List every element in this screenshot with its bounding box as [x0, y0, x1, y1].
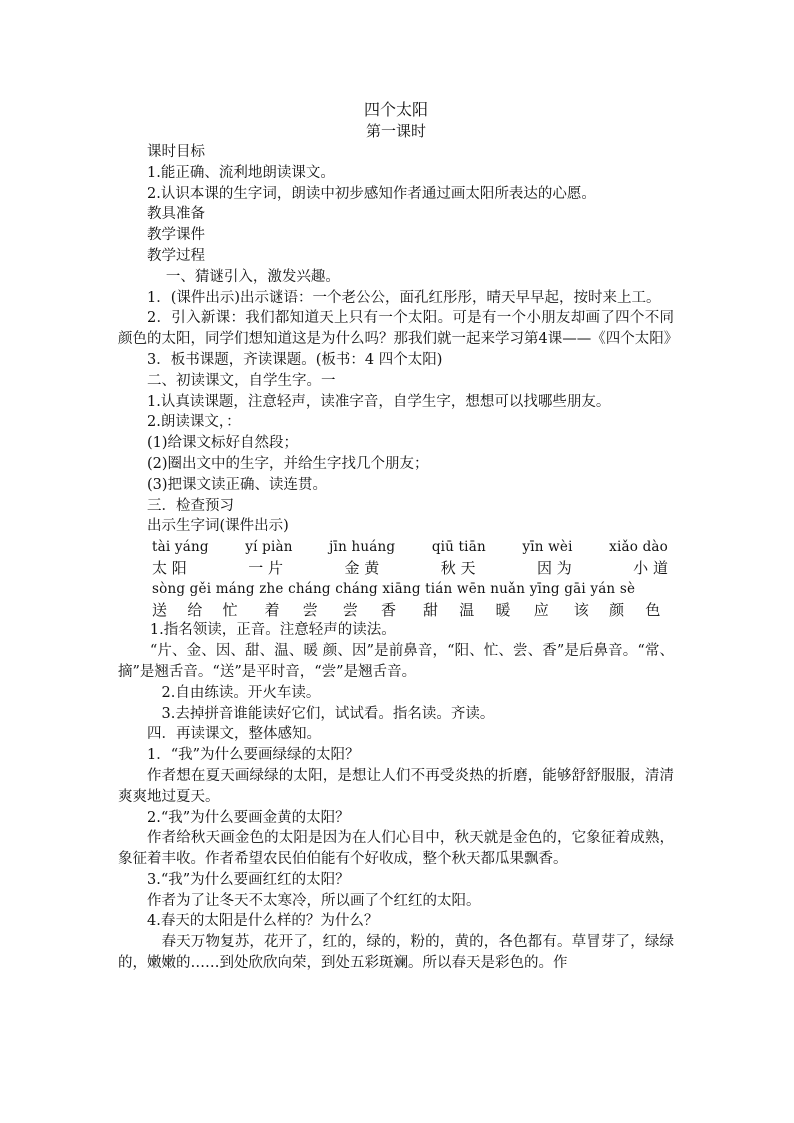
vocab-hanzi: 因 为: [536, 558, 572, 577]
vocab-pinyin: qiū tiān: [431, 539, 486, 556]
lesson-section-b: [118, 620, 674, 974]
page-title: 四个太阳: [363, 100, 428, 119]
paragraph-line: 3.“我”为什么要画红红的太阳？: [147, 871, 350, 888]
vocab-pinyin: yīn wèi: [522, 539, 573, 556]
paragraph-line: 4.春天的太阳是什么样的？为什么？: [147, 913, 379, 930]
vocab-hanzi: 金 黄: [344, 558, 380, 577]
paragraph-line: 1.能正确、流利地朗读课文。: [147, 164, 335, 181]
paragraph-line: 作者想在夏天画绿绿的太阳，是想让人们不再受炎热的折磨，能够舒舒服服，清清爽爽地过夏天。: [118, 767, 674, 805]
vocab-hanzi: 尝: [342, 600, 358, 619]
paragraph-line: 3.去掉拼音谁能读好它们，试试看。指名读。齐读。: [161, 705, 495, 722]
paragraph-line: (1)给课文标好自然段；: [147, 435, 299, 452]
vocab-pinyin: yí piàn: [245, 539, 293, 556]
vocab-hanzi: 一 片: [248, 558, 284, 577]
vocab-hanzi: 太 阳: [152, 558, 187, 577]
vocab-hanzi: 温: [459, 600, 475, 619]
vocab-hanzi: 甜: [423, 600, 439, 619]
vocab-hanzi: 该: [573, 600, 589, 619]
paragraph-line: 1.认真读课题，注意轻声，读准字音，自学生字，想想可以找哪些朋友。: [147, 393, 611, 410]
page-subtitle: 第一课时: [365, 122, 426, 140]
vocab-pinyin: jīn huáng: [329, 539, 396, 556]
paragraph-line: 教学课件: [147, 227, 205, 244]
vocab-hanzi: 暖: [495, 600, 511, 619]
vocab-pinyin-row-2: sòng gěi máng zhe cháng cháng xiāng tián wēn nuǎn yīng gāi yán sè: [152, 580, 636, 597]
vocab-pinyin: xiǎo dào: [609, 539, 668, 556]
paragraph-line: 二、初读课文，自学生字。一: [147, 372, 336, 389]
vocab-hanzi: 小 道: [633, 558, 668, 577]
paragraph-line: 2.自由练读。开火车读。: [161, 684, 321, 701]
paragraph-line: 一、猜谜引入，激发兴趣。: [165, 268, 340, 285]
vocab-hanzi: 秋 天: [440, 558, 476, 577]
paragraph-line: 出示生字词(课件出示): [147, 518, 289, 535]
vocab-hanzi: 颜: [609, 600, 625, 619]
vocab-hanzi-row-1: [118, 558, 674, 579]
vocab-hanzi: 忙: [222, 600, 238, 619]
paragraph-line: 2.朗读课文，：: [147, 414, 241, 431]
lesson-section-a: [118, 142, 679, 537]
paragraph-line: 1．(课件出示)出示谜语：一个老公公，面孔红彤彤，晴天早早起，按时来上工。: [147, 289, 661, 306]
paragraph-line: 1.指名领读，正音。注意轻声的读法。: [149, 622, 396, 639]
vocab-hanzi-row-2: [118, 600, 674, 621]
vocab-hanzi: 色: [645, 600, 661, 619]
paragraph-line: 课时目标: [147, 144, 205, 160]
paragraph-line: 3．板书课题，齐读课题。(板书：4 四个太阳): [147, 351, 443, 368]
vocab-pinyin: tài yáng: [152, 539, 209, 556]
vocab-hanzi: 送: [152, 600, 168, 619]
vocab-hanzi: 香: [381, 600, 397, 619]
paragraph-line: (3)把课文读正确、读连贯。: [147, 476, 328, 493]
paragraph-line: (2)圈出文中的生字，并给生字找几个朋友；: [147, 455, 429, 472]
paragraph-line: 2．引入新课：我们都知道天上只有一个太阳。可是有一个小朋友却画了四个不同颜色的太阳，同学们想知道这是为什么吗？那我们就一起来学习第4课——《四个太阳》: [118, 310, 679, 348]
vocab-pinyin-row-1: [118, 537, 674, 558]
paragraph-line: 三．检查预习: [147, 497, 234, 514]
paragraph-line: 教学过程: [147, 247, 205, 264]
vocab-hanzi: 尝: [302, 600, 318, 619]
paragraph-line: 春天万物复苏，花开了，红的，绿的，粉的，黄的，各色都有。草冒芽了，绿绿的，嫩嫩的……到处欣欣向荣，到处五彩斑斓。所以春天是彩色的。作: [118, 934, 674, 972]
paragraph-line: 1．“我”为什么要画绿绿的太阳？: [147, 747, 360, 764]
paragraph-line: 2.“我”为什么要画金黄的太阳？: [147, 809, 350, 826]
paragraph-line: “片、金、因、甜、温、暖 颜、因”是前鼻音，“阳、忙、尝、香”是后鼻音。“常、摘”是翘舌音。“送”是平时音，“尝”是翘舌音。: [118, 643, 674, 680]
paragraph-line: 教具准备: [147, 206, 205, 223]
paragraph-line: 作者为了让冬天不太寒冷，所以画了个红红的太阳。: [147, 892, 481, 909]
paragraph-line: 2.认识本课的生字词，朗读中初步感知作者通过画太阳所表达的心愿。: [147, 185, 596, 202]
document-body: [118, 142, 679, 974]
vocab-hanzi: 给: [187, 600, 203, 619]
vocab-hanzi: 着: [264, 600, 280, 619]
paragraph-line: 四．再读课文，整体感知。: [147, 726, 321, 743]
paragraph-line: 作者给秋天画金色的太阳是因为在人们心目中，秋天就是金色的，它象征着成熟，象征着丰收。作者希望农民伯伯能有个好收成，整个秋天都瓜果飘香。: [118, 830, 674, 868]
vocab-hanzi: 应: [533, 600, 549, 619]
